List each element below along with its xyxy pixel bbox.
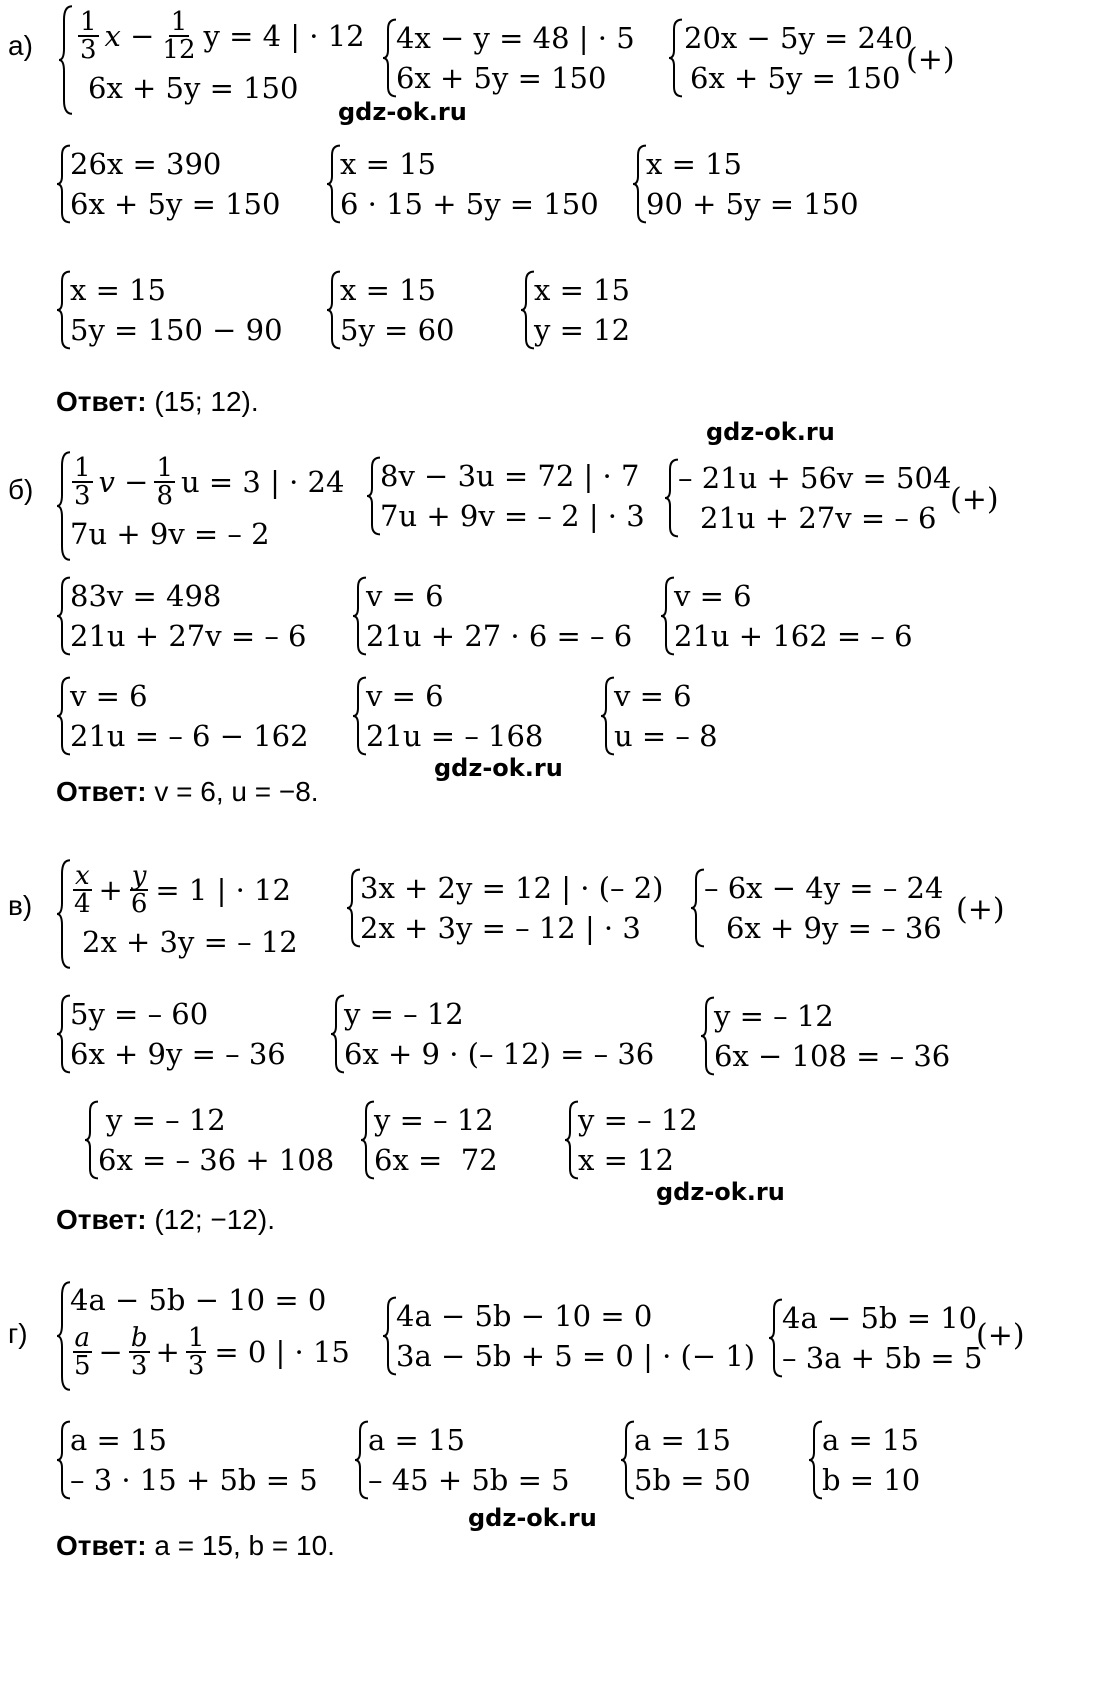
system-b-2 xyxy=(366,456,645,536)
fraction: $\frac{1}{3}$ xyxy=(80,7,97,65)
brace-icon xyxy=(84,1100,100,1180)
system-a-4 xyxy=(56,144,280,224)
brace-icon xyxy=(808,1420,824,1500)
fraction: $\frac{1}{8}$ xyxy=(156,453,173,511)
system-b-5 xyxy=(352,576,632,656)
brace-icon xyxy=(56,144,72,224)
equation-line: y = – 12 xyxy=(714,999,834,1033)
equation-line: x = 15 xyxy=(70,273,166,307)
brace-icon xyxy=(56,450,72,562)
watermark: gdz-ok.ru xyxy=(656,1178,785,1206)
system-a-2 xyxy=(382,18,635,98)
system-g-1 xyxy=(56,1280,350,1392)
addition-marker: (+) xyxy=(950,482,999,517)
brace-icon xyxy=(56,1420,72,1500)
equation-line: 6x + 5y = 150 xyxy=(88,71,299,105)
part-label-v: в) xyxy=(8,890,33,921)
equation-line: 21u + 162 = – 6 xyxy=(674,619,913,653)
equation-line: x = 15 xyxy=(340,147,436,181)
equation-part: + xyxy=(155,1335,180,1369)
system-b-1 xyxy=(56,450,344,562)
answer-b xyxy=(56,776,319,808)
system-v-5 xyxy=(330,994,654,1074)
equation-line: 6x + 9y = – 36 xyxy=(726,911,942,945)
equation-line: a = 15 xyxy=(70,1423,167,1457)
fraction: $\frac{a}{5}$ xyxy=(74,1323,91,1381)
watermark: gdz-ok.ru xyxy=(338,98,467,126)
brace-icon xyxy=(620,1420,636,1500)
equation-line: – 6x − 4y = – 24 xyxy=(704,871,944,905)
system-g-7 xyxy=(808,1420,920,1500)
system-a-9 xyxy=(520,270,630,350)
answer-value: a = 15, b = 10. xyxy=(146,1530,335,1561)
addition-marker: (+) xyxy=(976,1318,1025,1353)
answer-value: (12; −12). xyxy=(146,1204,275,1235)
equation-part: − xyxy=(98,1335,123,1369)
brace-icon xyxy=(354,1420,370,1500)
equation-line: 6x + 9y = – 36 xyxy=(70,1037,286,1071)
equation-line: x = 12 xyxy=(578,1143,674,1177)
equation-line: 4x − y = 48 | · 5 xyxy=(396,21,635,55)
system-b-8 xyxy=(352,676,543,756)
equation-part: v − xyxy=(98,465,149,499)
equation-line: 6x + 5y = 150 xyxy=(690,61,901,95)
equation-line: 21u + 27 · 6 = – 6 xyxy=(366,619,633,653)
system-g-4 xyxy=(56,1420,318,1500)
equation-line: y = – 12 xyxy=(344,997,464,1031)
brace-icon xyxy=(346,868,362,948)
brace-icon xyxy=(632,144,648,224)
system-v-2 xyxy=(346,868,663,948)
brace-icon xyxy=(56,858,72,970)
equation-line: 2x + 3y = – 12 | · 3 xyxy=(360,911,641,945)
fraction: $\frac{1}{3}$ xyxy=(74,453,91,511)
equation-line: v = 6 xyxy=(366,679,444,713)
brace-icon xyxy=(360,1100,376,1180)
equation-part: = 0 | · 15 xyxy=(214,1335,350,1369)
fraction: $\frac{b}{3}$ xyxy=(130,1323,148,1381)
watermark: gdz-ok.ru xyxy=(706,418,835,446)
brace-icon xyxy=(56,676,72,756)
equation-line: 6 · 15 + 5y = 150 xyxy=(340,187,599,221)
equation-line: 83v = 498 xyxy=(70,579,222,613)
equation-line: b = 10 xyxy=(822,1463,921,1497)
equation-line: 4a − 5b = 10 xyxy=(782,1301,978,1335)
watermark: gdz-ok.ru xyxy=(468,1504,597,1532)
equation-line: 90 + 5y = 150 xyxy=(646,187,859,221)
brace-icon xyxy=(326,144,342,224)
answer-g xyxy=(56,1530,335,1562)
equation-line: 6x + 9 · (– 12) = – 36 xyxy=(344,1037,655,1071)
brace-icon xyxy=(352,676,368,756)
equation-line: 6x = – 36 + 108 xyxy=(98,1143,335,1177)
system-a-7 xyxy=(56,270,283,350)
brace-icon xyxy=(56,576,72,656)
equation-line: 3x + 2y = 12 | · (– 2) xyxy=(360,871,664,905)
system-v-9 xyxy=(564,1100,698,1180)
system-v-6 xyxy=(700,996,950,1076)
fraction: $\frac{x}{4}$ xyxy=(74,861,91,919)
equation-line: y = – 12 xyxy=(106,1103,226,1137)
equation-line: 3a − 5b + 5 = 0 | · (− 1) xyxy=(396,1339,756,1373)
brace-icon xyxy=(352,576,368,656)
equation-line: – 21u + 56v = 504 xyxy=(678,461,952,495)
system-a-5 xyxy=(326,144,599,224)
equation-line: 6x + 5y = 150 xyxy=(70,187,281,221)
fraction: $\frac{1}{3}$ xyxy=(187,1323,205,1381)
system-b-4 xyxy=(56,576,307,656)
brace-icon xyxy=(382,1296,398,1376)
system-a-3 xyxy=(668,18,913,98)
equation-part: = 1 | · 12 xyxy=(155,873,291,907)
part-label-a: а) xyxy=(8,30,33,61)
equation-line: 7u + 9v = – 2 xyxy=(70,517,270,551)
brace-icon xyxy=(690,868,706,948)
equation-line: 7u + 9v = – 2 | · 3 xyxy=(380,499,645,533)
equation-line: y = – 12 xyxy=(374,1103,494,1137)
brace-icon xyxy=(668,18,684,98)
system-v-4 xyxy=(56,994,286,1074)
system-v-1 xyxy=(56,858,298,970)
system-b-7 xyxy=(56,676,309,756)
brace-icon xyxy=(664,458,680,538)
brace-icon xyxy=(58,4,74,116)
equation-part: y = 4 | · 12 xyxy=(203,19,365,53)
system-g-5 xyxy=(354,1420,570,1500)
system-a-1 xyxy=(58,4,365,116)
system-b-6 xyxy=(660,576,913,656)
answer-label: Ответ: xyxy=(56,1204,147,1235)
addition-marker: (+) xyxy=(906,42,955,77)
equation-line: – 3 · 15 + 5b = 5 xyxy=(70,1463,318,1497)
equation-line: 4a − 5b − 10 = 0 xyxy=(70,1283,327,1317)
equation-line: y = 12 xyxy=(534,313,631,347)
system-v-8 xyxy=(360,1100,498,1180)
equation-line: 21u = – 6 − 162 xyxy=(70,719,309,753)
equation-line: 5y = 60 xyxy=(340,313,455,347)
brace-icon xyxy=(330,994,346,1074)
fraction: $\frac{y}{6}$ xyxy=(130,861,148,919)
brace-icon xyxy=(56,994,72,1074)
equation-line: x = 15 xyxy=(646,147,742,181)
brace-icon xyxy=(660,576,676,656)
answer-label: Ответ: xyxy=(56,776,147,807)
equation-line: 21u = – 168 xyxy=(366,719,544,753)
brace-icon xyxy=(326,270,342,350)
equation-line: – 3a + 5b = 5 xyxy=(782,1341,983,1375)
brace-icon xyxy=(366,456,382,536)
equation-part: u = 3 | · 24 xyxy=(181,465,345,499)
answer-value: v = 6, u = −8. xyxy=(146,776,319,807)
brace-icon xyxy=(600,676,616,756)
equation-part: + xyxy=(98,873,123,907)
equation-line: 2x + 3y = – 12 xyxy=(82,925,298,959)
system-g-6 xyxy=(620,1420,751,1500)
equation-line: u = – 8 xyxy=(614,719,718,753)
brace-icon xyxy=(768,1298,784,1378)
system-b-3 xyxy=(664,458,951,538)
system-v-7 xyxy=(84,1100,334,1180)
part-label-g: г) xyxy=(8,1318,28,1349)
system-v-3 xyxy=(690,868,943,948)
equation-line: 5b = 50 xyxy=(634,1463,751,1497)
system-a-6 xyxy=(632,144,859,224)
equation-line: x = 15 xyxy=(534,273,630,307)
fraction: $\frac{1}{12}$ xyxy=(162,7,196,65)
brace-icon xyxy=(56,1280,72,1392)
equation-line: 5y = 150 − 90 xyxy=(70,313,283,347)
equation-line: a = 15 xyxy=(368,1423,465,1457)
equation-line: v = 6 xyxy=(70,679,148,713)
equation-line: 6x − 108 = – 36 xyxy=(714,1039,951,1073)
equation-line: 4a − 5b − 10 = 0 xyxy=(396,1299,653,1333)
brace-icon xyxy=(700,996,716,1076)
addition-marker: (+) xyxy=(956,892,1005,927)
system-a-8 xyxy=(326,270,454,350)
equation-part: x − xyxy=(104,19,155,53)
equation-line: 6x + 5y = 150 xyxy=(396,61,607,95)
equation-line: – 45 + 5b = 5 xyxy=(368,1463,570,1497)
brace-icon xyxy=(56,270,72,350)
brace-icon xyxy=(382,18,398,98)
equation-line: 21u + 27v = – 6 xyxy=(700,501,937,535)
answer-v xyxy=(56,1204,275,1236)
answer-a xyxy=(56,386,259,418)
equation-line: y = – 12 xyxy=(578,1103,698,1137)
brace-icon xyxy=(564,1100,580,1180)
equation-line: 5y = – 60 xyxy=(70,997,209,1031)
watermark: gdz-ok.ru xyxy=(434,754,563,782)
equation-line: v = 6 xyxy=(614,679,692,713)
brace-icon xyxy=(520,270,536,350)
equation-line: x = 15 xyxy=(340,273,436,307)
equation-line: 6x = 72 xyxy=(374,1143,498,1177)
equation-line: 8v − 3u = 72 | · 7 xyxy=(380,459,640,493)
answer-value: (15; 12). xyxy=(146,386,259,417)
system-b-9 xyxy=(600,676,718,756)
equation-line: a = 15 xyxy=(822,1423,919,1457)
equation-line: a = 15 xyxy=(634,1423,731,1457)
equation-line: v = 6 xyxy=(674,579,752,613)
answer-label: Ответ: xyxy=(56,386,147,417)
equation-line: 26x = 390 xyxy=(70,147,222,181)
equation-line: 20x − 5y = 240 xyxy=(684,21,913,55)
equation-line: 21u + 27v = – 6 xyxy=(70,619,307,653)
equation-line: v = 6 xyxy=(366,579,444,613)
system-g-3 xyxy=(768,1298,982,1378)
answer-label: Ответ: xyxy=(56,1530,147,1561)
system-g-2 xyxy=(382,1296,755,1376)
part-label-b: б) xyxy=(8,474,34,505)
